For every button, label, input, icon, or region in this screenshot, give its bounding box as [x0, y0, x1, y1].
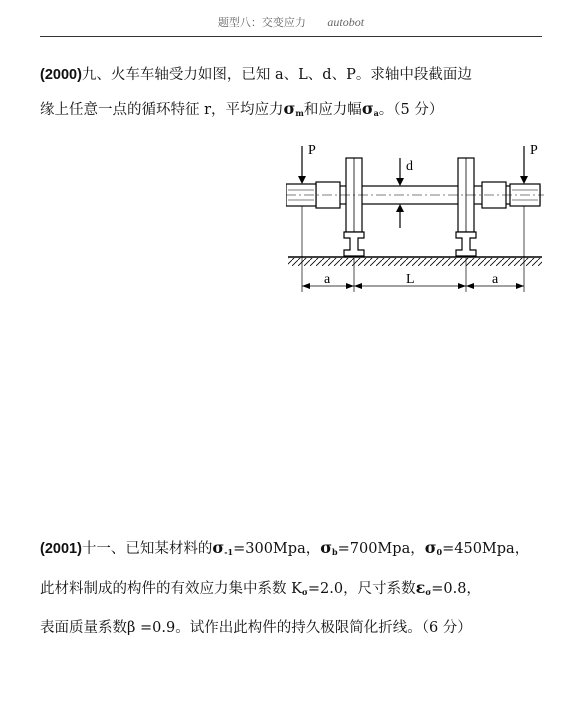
- sigma-minus1-value: =300Mpa，: [233, 541, 321, 557]
- load-label-left: P: [308, 143, 316, 158]
- sigma-a-symbol: σ: [361, 99, 374, 118]
- right-rail: [456, 232, 476, 256]
- problem-2001-year: (2001): [40, 541, 82, 557]
- epsilon-subscript: σ: [425, 587, 432, 597]
- problem-2001-text2c: =0.8，: [431, 581, 481, 597]
- problem-2000-text2a: 缘上任意一点的循环特征 r，平均应力: [40, 102, 284, 118]
- dim-l: L: [406, 272, 415, 287]
- problem-2001-text2b: =2.0，尺寸系数: [307, 581, 416, 597]
- problem-2000: [40, 58, 540, 130]
- diameter-label: d: [406, 159, 413, 174]
- sigma-a-subscript: a: [373, 108, 379, 118]
- problem-2000-year: (2000): [40, 67, 82, 83]
- problem-2001-line1: [40, 530, 540, 570]
- epsilon-symbol: ε: [415, 578, 426, 597]
- sigma-b-subscript: b: [332, 547, 338, 557]
- sigma-b-value: =700Mpa，: [337, 541, 425, 557]
- sigma-0-symbol: σ: [424, 538, 437, 557]
- problem-2001-text2a: 此材料制成的构件的有效应力集中系数 K: [40, 581, 302, 597]
- problem-2001-text3: 表面质量系数β =0.9。试作出此构件的持久极限简化折线。（6 分）: [40, 620, 472, 636]
- axle-diagram: [286, 140, 544, 300]
- sigma-m-subscript: m: [295, 108, 304, 118]
- sigma-0-value: =450Mpa，: [442, 541, 530, 557]
- problem-2000-text1: 九、火车车轴受力如图，已知 a、L、d、P。求轴中段截面边: [81, 67, 472, 83]
- header-author: autobot: [327, 15, 365, 29]
- sigma-0-subscript: 0: [436, 547, 443, 557]
- sigma-minus1-symbol: σ: [212, 538, 225, 557]
- problem-2001-line3: [40, 610, 540, 646]
- page-header: [40, 14, 542, 37]
- problem-2000-line1: [40, 58, 540, 92]
- problem-2001-line2: [40, 570, 540, 610]
- problem-2000-text2b: 和应力幅: [303, 102, 362, 118]
- dim-a-right: a: [492, 272, 499, 287]
- problem-2000-text2c: 。（5 分）: [378, 102, 444, 118]
- header-section-title: 题型八：交变应力: [217, 16, 306, 29]
- problem-2000-line2: [40, 92, 540, 130]
- load-label-right: P: [530, 143, 538, 158]
- problem-2001: [40, 530, 540, 646]
- problem-2001-text1: 十一、已知某材料的: [81, 541, 213, 557]
- left-rail: [344, 232, 364, 256]
- sigma-m-symbol: σ: [283, 99, 296, 118]
- sigma-b-symbol: σ: [320, 538, 333, 557]
- k-subscript: σ: [301, 587, 308, 597]
- sigma-minus1-subscript: -1: [224, 547, 234, 557]
- dim-a-left: a: [324, 272, 331, 287]
